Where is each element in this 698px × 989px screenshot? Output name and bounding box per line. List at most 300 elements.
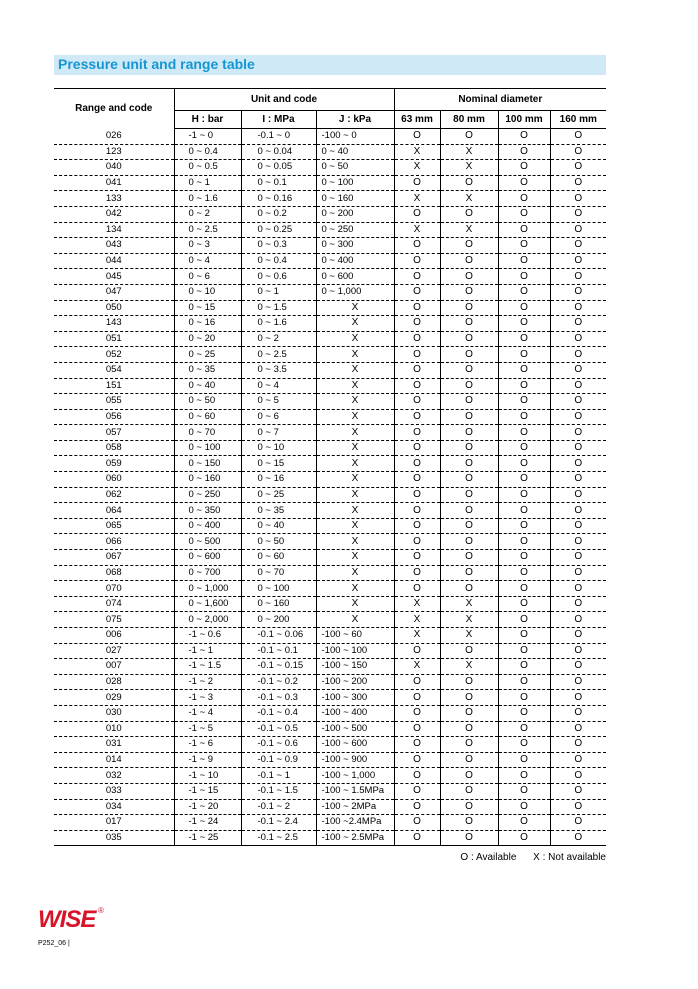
bar-range-cell: -1 ~ 2 bbox=[174, 674, 241, 690]
bar-range-cell: 0 ~ 1,000 bbox=[174, 581, 241, 597]
table-row bbox=[54, 316, 606, 332]
availability-100mm-cell: O bbox=[498, 284, 550, 300]
availability-80mm-cell: O bbox=[440, 752, 498, 768]
table-row bbox=[54, 300, 606, 316]
availability-100mm-cell: O bbox=[498, 456, 550, 472]
availability-160mm-cell: O bbox=[550, 362, 606, 378]
bar-range-cell: 0 ~ 400 bbox=[174, 518, 241, 534]
availability-100mm-cell: O bbox=[498, 300, 550, 316]
bar-range-cell: 0 ~ 700 bbox=[174, 565, 241, 581]
availability-100mm-cell: O bbox=[498, 768, 550, 784]
mpa-range-cell: -0.1 ~ 2 bbox=[241, 799, 316, 815]
mpa-range-cell: 0 ~ 15 bbox=[241, 456, 316, 472]
availability-80mm-cell: O bbox=[440, 409, 498, 425]
availability-63mm-cell: X bbox=[394, 612, 440, 628]
availability-63mm-cell: O bbox=[394, 721, 440, 737]
kpa-range-cell: X bbox=[316, 581, 394, 597]
range-code-cell: 075 bbox=[54, 612, 174, 628]
table-row bbox=[54, 175, 606, 191]
availability-100mm-cell: O bbox=[498, 612, 550, 628]
availability-63mm-cell: O bbox=[394, 300, 440, 316]
availability-160mm-cell: O bbox=[550, 129, 606, 145]
mpa-range-cell: 0 ~ 60 bbox=[241, 550, 316, 566]
bar-range-cell: -1 ~ 24 bbox=[174, 815, 241, 831]
mpa-range-cell: -0.1 ~ 0.9 bbox=[241, 752, 316, 768]
table-row bbox=[54, 612, 606, 628]
kpa-range-cell: X bbox=[316, 362, 394, 378]
availability-80mm-cell: O bbox=[440, 206, 498, 222]
table-row bbox=[54, 690, 606, 706]
range-code-cell: 055 bbox=[54, 394, 174, 410]
kpa-range-cell: 0 ~ 400 bbox=[316, 253, 394, 269]
availability-80mm-cell: O bbox=[440, 487, 498, 503]
mpa-range-cell: -0.1 ~ 0.3 bbox=[241, 690, 316, 706]
availability-160mm-cell: O bbox=[550, 799, 606, 815]
mpa-range-cell: 0 ~ 16 bbox=[241, 472, 316, 488]
mpa-range-cell: -0.1 ~ 1 bbox=[241, 768, 316, 784]
availability-160mm-cell: O bbox=[550, 487, 606, 503]
availability-160mm-cell: O bbox=[550, 394, 606, 410]
table-row bbox=[54, 737, 606, 753]
page-title: Pressure unit and range table bbox=[58, 56, 255, 72]
availability-80mm-cell: X bbox=[440, 160, 498, 176]
table-row bbox=[54, 596, 606, 612]
availability-100mm-cell: O bbox=[498, 253, 550, 269]
availability-80mm-cell: O bbox=[440, 721, 498, 737]
kpa-range-cell: X bbox=[316, 518, 394, 534]
availability-63mm-cell: O bbox=[394, 565, 440, 581]
kpa-range-cell: 0 ~ 300 bbox=[316, 238, 394, 254]
availability-80mm-cell: O bbox=[440, 783, 498, 799]
bar-range-cell: 0 ~ 250 bbox=[174, 487, 241, 503]
header-80mm: 80 mm bbox=[440, 111, 498, 129]
mpa-range-cell: 0 ~ 100 bbox=[241, 581, 316, 597]
range-code-cell: 028 bbox=[54, 674, 174, 690]
kpa-range-cell: 0 ~ 200 bbox=[316, 206, 394, 222]
availability-63mm-cell: O bbox=[394, 206, 440, 222]
range-code-cell: 014 bbox=[54, 752, 174, 768]
range-code-cell: 059 bbox=[54, 456, 174, 472]
range-code-cell: 045 bbox=[54, 269, 174, 285]
availability-100mm-cell: O bbox=[498, 144, 550, 160]
availability-100mm-cell: O bbox=[498, 378, 550, 394]
table-row bbox=[54, 440, 606, 456]
availability-160mm-cell: O bbox=[550, 316, 606, 332]
availability-160mm-cell: O bbox=[550, 830, 606, 846]
availability-100mm-cell: O bbox=[498, 581, 550, 597]
availability-100mm-cell: O bbox=[498, 752, 550, 768]
kpa-range-cell: X bbox=[316, 425, 394, 441]
bar-range-cell: 0 ~ 500 bbox=[174, 534, 241, 550]
availability-63mm-cell: O bbox=[394, 175, 440, 191]
page-number-text: P252_06 bbox=[38, 940, 67, 947]
availability-63mm-cell: X bbox=[394, 144, 440, 160]
availability-63mm-cell: O bbox=[394, 425, 440, 441]
availability-100mm-cell: O bbox=[498, 503, 550, 519]
bar-range-cell: -1 ~ 20 bbox=[174, 799, 241, 815]
availability-63mm-cell: X bbox=[394, 596, 440, 612]
bar-range-cell: 0 ~ 40 bbox=[174, 378, 241, 394]
availability-160mm-cell: O bbox=[550, 253, 606, 269]
bar-range-cell: 0 ~ 10 bbox=[174, 284, 241, 300]
availability-160mm-cell: O bbox=[550, 550, 606, 566]
availability-160mm-cell: O bbox=[550, 783, 606, 799]
table-row bbox=[54, 222, 606, 238]
range-code-cell: 067 bbox=[54, 550, 174, 566]
kpa-range-cell: -100 ~ 500 bbox=[316, 721, 394, 737]
table-row bbox=[54, 472, 606, 488]
availability-160mm-cell: O bbox=[550, 347, 606, 363]
availability-80mm-cell: O bbox=[440, 518, 498, 534]
kpa-range-cell: X bbox=[316, 612, 394, 628]
availability-63mm-cell: O bbox=[394, 643, 440, 659]
mpa-range-cell: 0 ~ 70 bbox=[241, 565, 316, 581]
availability-100mm-cell: O bbox=[498, 799, 550, 815]
mpa-range-cell: -0.1 ~ 1.5 bbox=[241, 783, 316, 799]
range-code-cell: 007 bbox=[54, 659, 174, 675]
kpa-range-cell: -100 ~ 400 bbox=[316, 705, 394, 721]
availability-80mm-cell: O bbox=[440, 331, 498, 347]
range-code-cell: 034 bbox=[54, 799, 174, 815]
range-code-cell: 042 bbox=[54, 206, 174, 222]
availability-100mm-cell: O bbox=[498, 222, 550, 238]
availability-63mm-cell: O bbox=[394, 768, 440, 784]
table-row bbox=[54, 674, 606, 690]
availability-63mm-cell: O bbox=[394, 487, 440, 503]
availability-80mm-cell: O bbox=[440, 362, 498, 378]
availability-160mm-cell: O bbox=[550, 628, 606, 644]
availability-80mm-cell: O bbox=[440, 550, 498, 566]
availability-160mm-cell: O bbox=[550, 815, 606, 831]
bar-range-cell: 0 ~ 2 bbox=[174, 206, 241, 222]
mpa-range-cell: 0 ~ 0.2 bbox=[241, 206, 316, 222]
bar-range-cell: 0 ~ 0.4 bbox=[174, 144, 241, 160]
bar-range-cell: -1 ~ 1.5 bbox=[174, 659, 241, 675]
availability-100mm-cell: O bbox=[498, 737, 550, 753]
bar-range-cell: 0 ~ 1 bbox=[174, 175, 241, 191]
kpa-range-cell: -100 ~ 2.5MPa bbox=[316, 830, 394, 846]
availability-100mm-cell: O bbox=[498, 238, 550, 254]
mpa-range-cell: -0.1 ~ 0.06 bbox=[241, 628, 316, 644]
availability-80mm-cell: O bbox=[440, 425, 498, 441]
bar-range-cell: 0 ~ 350 bbox=[174, 503, 241, 519]
mpa-range-cell: 0 ~ 160 bbox=[241, 596, 316, 612]
table-row bbox=[54, 191, 606, 207]
kpa-range-cell: X bbox=[316, 331, 394, 347]
kpa-range-cell: X bbox=[316, 394, 394, 410]
availability-160mm-cell: O bbox=[550, 284, 606, 300]
availability-80mm-cell: X bbox=[440, 596, 498, 612]
kpa-range-cell: 0 ~ 40 bbox=[316, 144, 394, 160]
table-row bbox=[54, 628, 606, 644]
bar-range-cell: -1 ~ 25 bbox=[174, 830, 241, 846]
availability-160mm-cell: O bbox=[550, 425, 606, 441]
pressure-range-table bbox=[54, 88, 606, 846]
availability-160mm-cell: O bbox=[550, 175, 606, 191]
range-code-cell: 070 bbox=[54, 581, 174, 597]
availability-160mm-cell: O bbox=[550, 378, 606, 394]
table-row bbox=[54, 160, 606, 176]
section-title-bar bbox=[54, 55, 606, 75]
availability-80mm-cell: X bbox=[440, 222, 498, 238]
kpa-range-cell: X bbox=[316, 565, 394, 581]
availability-80mm-cell: O bbox=[440, 643, 498, 659]
kpa-range-cell: -100 ~ 1.5MPa bbox=[316, 783, 394, 799]
availability-80mm-cell: X bbox=[440, 612, 498, 628]
mpa-range-cell: -0.1 ~ 0 bbox=[241, 129, 316, 145]
mpa-range-cell: -0.1 ~ 0.15 bbox=[241, 659, 316, 675]
table-row bbox=[54, 129, 606, 145]
bar-range-cell: -1 ~ 3 bbox=[174, 690, 241, 706]
wise-logo bbox=[38, 905, 108, 936]
availability-100mm-cell: O bbox=[498, 659, 550, 675]
availability-63mm-cell: O bbox=[394, 752, 440, 768]
kpa-range-cell: 0 ~ 100 bbox=[316, 175, 394, 191]
availability-100mm-cell: O bbox=[498, 565, 550, 581]
availability-80mm-cell: O bbox=[440, 815, 498, 831]
kpa-range-cell: -100 ~ 0 bbox=[316, 129, 394, 145]
availability-80mm-cell: O bbox=[440, 175, 498, 191]
availability-100mm-cell: O bbox=[498, 269, 550, 285]
availability-80mm-cell: O bbox=[440, 238, 498, 254]
availability-80mm-cell: O bbox=[440, 129, 498, 145]
range-code-cell: 074 bbox=[54, 596, 174, 612]
kpa-range-cell: -100 ~ 600 bbox=[316, 737, 394, 753]
availability-100mm-cell: O bbox=[498, 409, 550, 425]
availability-63mm-cell: O bbox=[394, 518, 440, 534]
range-code-cell: 026 bbox=[54, 129, 174, 145]
availability-160mm-cell: O bbox=[550, 612, 606, 628]
table-row bbox=[54, 799, 606, 815]
availability-160mm-cell: O bbox=[550, 768, 606, 784]
availability-100mm-cell: O bbox=[498, 160, 550, 176]
availability-80mm-cell: O bbox=[440, 534, 498, 550]
availability-100mm-cell: O bbox=[498, 643, 550, 659]
table-row bbox=[54, 550, 606, 566]
availability-80mm-cell: O bbox=[440, 284, 498, 300]
availability-63mm-cell: O bbox=[394, 581, 440, 597]
availability-80mm-cell: O bbox=[440, 674, 498, 690]
table-row bbox=[54, 456, 606, 472]
table-row bbox=[54, 238, 606, 254]
availability-100mm-cell: O bbox=[498, 331, 550, 347]
kpa-range-cell: X bbox=[316, 347, 394, 363]
range-code-cell: 044 bbox=[54, 253, 174, 269]
availability-80mm-cell: O bbox=[440, 503, 498, 519]
availability-63mm-cell: O bbox=[394, 316, 440, 332]
mpa-range-cell: 0 ~ 2.5 bbox=[241, 347, 316, 363]
range-code-cell: 033 bbox=[54, 783, 174, 799]
bar-range-cell: 0 ~ 50 bbox=[174, 394, 241, 410]
availability-160mm-cell: O bbox=[550, 222, 606, 238]
table-row bbox=[54, 206, 606, 222]
kpa-range-cell: 0 ~ 160 bbox=[316, 191, 394, 207]
range-code-cell: 058 bbox=[54, 440, 174, 456]
availability-160mm-cell: O bbox=[550, 534, 606, 550]
mpa-range-cell: 0 ~ 5 bbox=[241, 394, 316, 410]
availability-100mm-cell: O bbox=[498, 550, 550, 566]
availability-160mm-cell: O bbox=[550, 752, 606, 768]
availability-100mm-cell: O bbox=[498, 721, 550, 737]
availability-80mm-cell: O bbox=[440, 378, 498, 394]
availability-63mm-cell: O bbox=[394, 799, 440, 815]
availability-100mm-cell: O bbox=[498, 394, 550, 410]
availability-80mm-cell: O bbox=[440, 440, 498, 456]
availability-80mm-cell: O bbox=[440, 253, 498, 269]
range-code-cell: 060 bbox=[54, 472, 174, 488]
availability-80mm-cell: X bbox=[440, 628, 498, 644]
bar-range-cell: 0 ~ 4 bbox=[174, 253, 241, 269]
table-row bbox=[54, 269, 606, 285]
mpa-range-cell: 0 ~ 0.04 bbox=[241, 144, 316, 160]
availability-160mm-cell: O bbox=[550, 659, 606, 675]
availability-160mm-cell: O bbox=[550, 565, 606, 581]
availability-100mm-cell: O bbox=[498, 175, 550, 191]
range-code-cell: 065 bbox=[54, 518, 174, 534]
mpa-range-cell: 0 ~ 10 bbox=[241, 440, 316, 456]
table-row bbox=[54, 487, 606, 503]
table-row bbox=[54, 783, 606, 799]
availability-100mm-cell: O bbox=[498, 472, 550, 488]
availability-63mm-cell: O bbox=[394, 347, 440, 363]
availability-63mm-cell: O bbox=[394, 378, 440, 394]
bar-range-cell: -1 ~ 0 bbox=[174, 129, 241, 145]
range-code-cell: 047 bbox=[54, 284, 174, 300]
availability-63mm-cell: O bbox=[394, 783, 440, 799]
kpa-range-cell: 0 ~ 50 bbox=[316, 160, 394, 176]
range-code-cell: 134 bbox=[54, 222, 174, 238]
range-code-cell: 006 bbox=[54, 628, 174, 644]
availability-160mm-cell: O bbox=[550, 440, 606, 456]
availability-100mm-cell: O bbox=[498, 425, 550, 441]
kpa-range-cell: X bbox=[316, 440, 394, 456]
range-code-cell: 062 bbox=[54, 487, 174, 503]
availability-100mm-cell: O bbox=[498, 815, 550, 831]
availability-160mm-cell: O bbox=[550, 472, 606, 488]
table-row bbox=[54, 503, 606, 519]
kpa-range-cell: X bbox=[316, 456, 394, 472]
availability-160mm-cell: O bbox=[550, 300, 606, 316]
header-h-bar: H : bar bbox=[174, 111, 241, 129]
bar-range-cell: 0 ~ 2,000 bbox=[174, 612, 241, 628]
bar-range-cell: 0 ~ 160 bbox=[174, 472, 241, 488]
availability-63mm-cell: X bbox=[394, 628, 440, 644]
bar-range-cell: 0 ~ 2.5 bbox=[174, 222, 241, 238]
bar-range-cell: -1 ~ 0.6 bbox=[174, 628, 241, 644]
availability-63mm-cell: O bbox=[394, 705, 440, 721]
range-code-cell: 017 bbox=[54, 815, 174, 831]
bar-range-cell: -1 ~ 9 bbox=[174, 752, 241, 768]
mpa-range-cell: -0.1 ~ 0.4 bbox=[241, 705, 316, 721]
bar-range-cell: 0 ~ 35 bbox=[174, 362, 241, 378]
table-row bbox=[54, 659, 606, 675]
availability-80mm-cell: O bbox=[440, 394, 498, 410]
legend bbox=[460, 852, 606, 863]
header-160mm: 160 mm bbox=[550, 111, 606, 129]
range-code-cell: 029 bbox=[54, 690, 174, 706]
availability-80mm-cell: O bbox=[440, 347, 498, 363]
table-row bbox=[54, 362, 606, 378]
bar-range-cell: 0 ~ 15 bbox=[174, 300, 241, 316]
mpa-range-cell: 0 ~ 200 bbox=[241, 612, 316, 628]
kpa-range-cell: -100 ~ 150 bbox=[316, 659, 394, 675]
range-code-cell: 031 bbox=[54, 737, 174, 753]
availability-100mm-cell: O bbox=[498, 518, 550, 534]
table-row bbox=[54, 284, 606, 300]
table-row bbox=[54, 830, 606, 846]
bar-range-cell: 0 ~ 20 bbox=[174, 331, 241, 347]
bar-range-cell: -1 ~ 5 bbox=[174, 721, 241, 737]
kpa-range-cell: X bbox=[316, 316, 394, 332]
availability-160mm-cell: O bbox=[550, 643, 606, 659]
bar-range-cell: 0 ~ 60 bbox=[174, 409, 241, 425]
availability-160mm-cell: O bbox=[550, 456, 606, 472]
table-row bbox=[54, 253, 606, 269]
kpa-range-cell: X bbox=[316, 596, 394, 612]
bar-range-cell: 0 ~ 100 bbox=[174, 440, 241, 456]
bar-range-cell: 0 ~ 1,600 bbox=[174, 596, 241, 612]
availability-100mm-cell: O bbox=[498, 362, 550, 378]
availability-63mm-cell: O bbox=[394, 472, 440, 488]
mpa-range-cell: 0 ~ 0.3 bbox=[241, 238, 316, 254]
availability-63mm-cell: O bbox=[394, 253, 440, 269]
kpa-range-cell: X bbox=[316, 378, 394, 394]
range-code-cell: 052 bbox=[54, 347, 174, 363]
range-code-cell: 064 bbox=[54, 503, 174, 519]
kpa-range-cell: -100 ~ 900 bbox=[316, 752, 394, 768]
mpa-range-cell: -0.1 ~ 2.4 bbox=[241, 815, 316, 831]
availability-63mm-cell: O bbox=[394, 550, 440, 566]
availability-100mm-cell: O bbox=[498, 191, 550, 207]
availability-63mm-cell: O bbox=[394, 269, 440, 285]
table-row bbox=[54, 534, 606, 550]
page-number bbox=[38, 940, 70, 947]
availability-80mm-cell: O bbox=[440, 472, 498, 488]
availability-160mm-cell: O bbox=[550, 518, 606, 534]
mpa-range-cell: 0 ~ 25 bbox=[241, 487, 316, 503]
availability-100mm-cell: O bbox=[498, 830, 550, 846]
table-row bbox=[54, 768, 606, 784]
logo-registered-mark: ® bbox=[98, 906, 104, 915]
availability-63mm-cell: O bbox=[394, 331, 440, 347]
range-code-cell: 123 bbox=[54, 144, 174, 160]
range-code-cell: 041 bbox=[54, 175, 174, 191]
availability-160mm-cell: O bbox=[550, 705, 606, 721]
availability-100mm-cell: O bbox=[498, 628, 550, 644]
availability-63mm-cell: O bbox=[394, 690, 440, 706]
availability-63mm-cell: O bbox=[394, 129, 440, 145]
availability-160mm-cell: O bbox=[550, 737, 606, 753]
availability-160mm-cell: O bbox=[550, 269, 606, 285]
mpa-range-cell: 0 ~ 6 bbox=[241, 409, 316, 425]
mpa-range-cell: -0.1 ~ 0.5 bbox=[241, 721, 316, 737]
table-row bbox=[54, 721, 606, 737]
range-code-cell: 051 bbox=[54, 331, 174, 347]
kpa-range-cell: -100 ~ 2MPa bbox=[316, 799, 394, 815]
kpa-range-cell: -100 ~2.4MPa bbox=[316, 815, 394, 831]
availability-160mm-cell: O bbox=[550, 144, 606, 160]
availability-63mm-cell: X bbox=[394, 659, 440, 675]
mpa-range-cell: -0.1 ~ 0.6 bbox=[241, 737, 316, 753]
availability-63mm-cell: X bbox=[394, 222, 440, 238]
table-row bbox=[54, 409, 606, 425]
availability-160mm-cell: O bbox=[550, 581, 606, 597]
table-row bbox=[54, 815, 606, 831]
mpa-range-cell: 0 ~ 0.25 bbox=[241, 222, 316, 238]
availability-63mm-cell: O bbox=[394, 830, 440, 846]
availability-160mm-cell: O bbox=[550, 596, 606, 612]
availability-63mm-cell: O bbox=[394, 394, 440, 410]
